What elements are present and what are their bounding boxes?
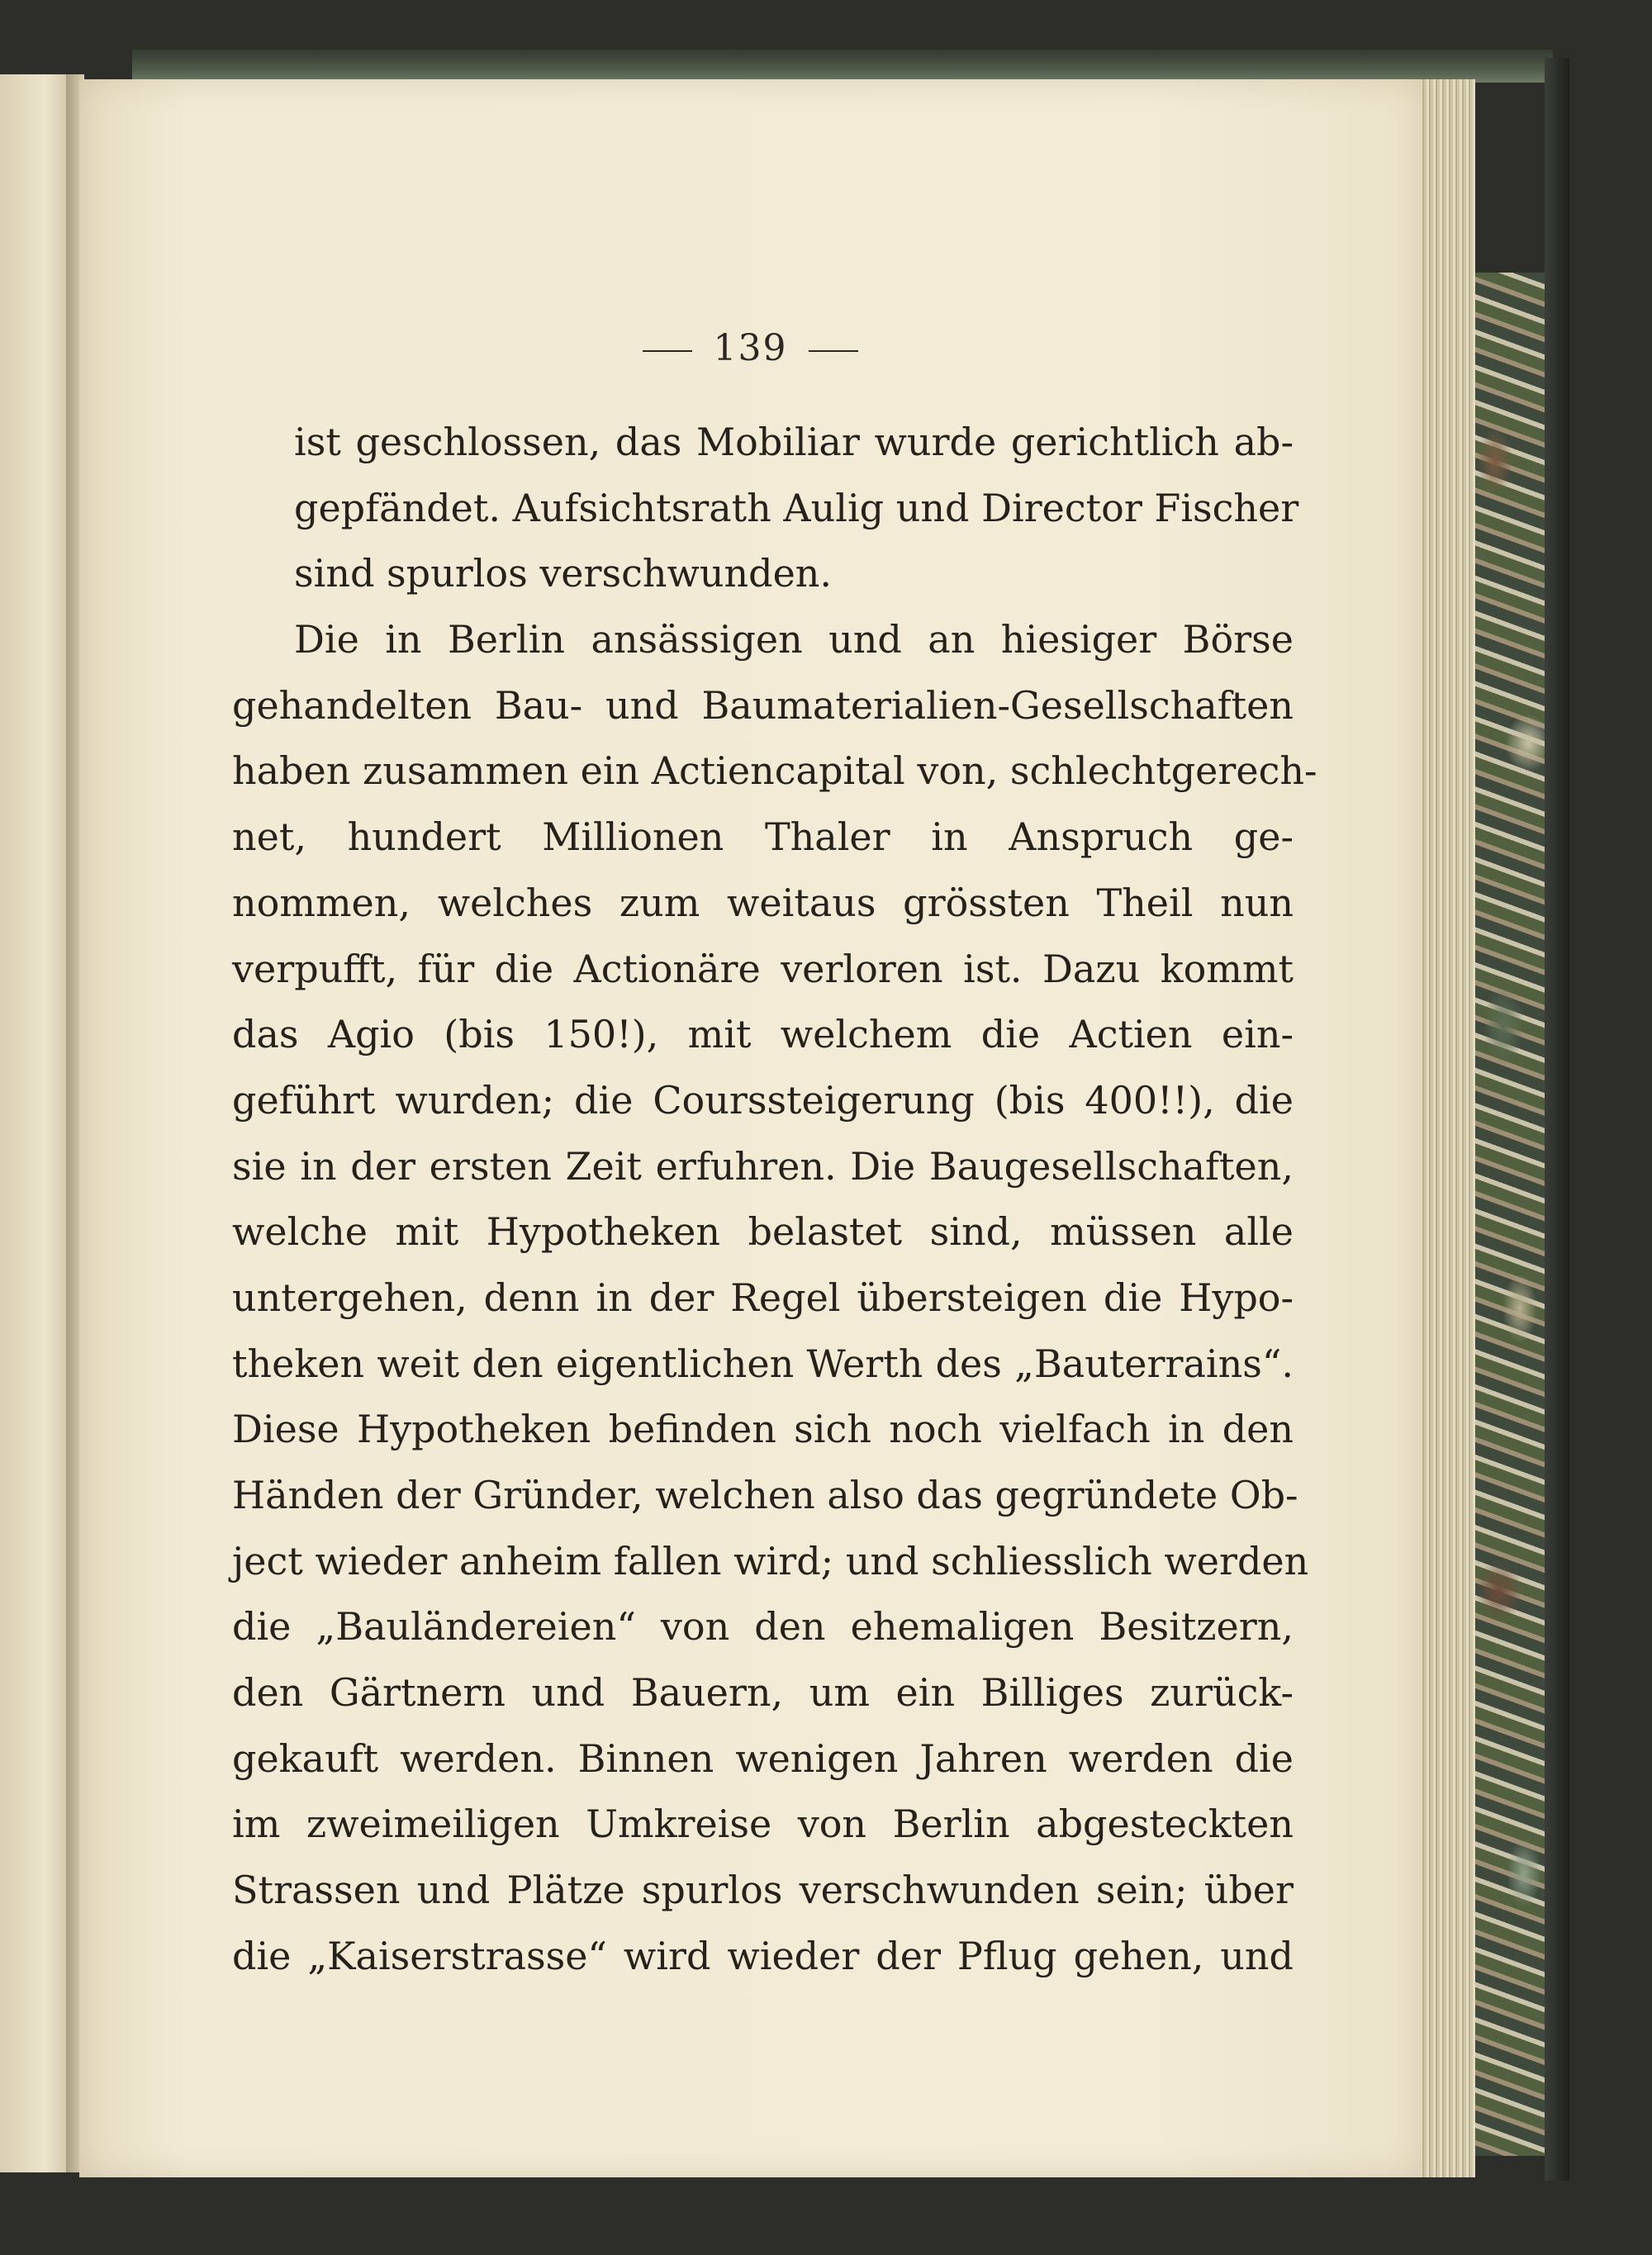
text-line: verpufft, für die Actionäre verloren ist. Dazu kommt xyxy=(232,946,1294,991)
cover-edge xyxy=(1545,58,1569,2181)
text-line: untergehen, denn in der Regel übersteigen die Hypo- xyxy=(232,1275,1294,1320)
text-line: die „Bauländereien“ von den ehemaligen Besitzern, xyxy=(232,1604,1294,1650)
text-line: geführt wurden; die Courssteigerung (bis 400!!), die xyxy=(232,1077,1294,1123)
facing-page-edge xyxy=(0,74,76,2172)
text-line: die „Kaiserstrasse“ wird wieder der Pflug gehen, und xyxy=(232,1933,1294,1978)
text-line: den Gärtnern und Bauern, um ein Billiges zurück- xyxy=(232,1670,1294,1716)
text-line: sind spurlos verschwunden. xyxy=(294,551,833,596)
text-line: das Agio (bis 150!), mit welchem die Actien ein- xyxy=(232,1012,1294,1057)
text-line: gepfändet. Aufsichtsrath Aulig und Director Fischer xyxy=(294,485,1299,530)
text-line: ject wieder anheim fallen wird; und schliesslich werden xyxy=(232,1538,1309,1583)
binding-top xyxy=(132,50,1553,83)
text-line: Strassen und Plätze spurlos verschwunden sein; über xyxy=(232,1868,1294,1913)
text-line: Diese Hypotheken befinden sich noch vielfach in den xyxy=(232,1407,1294,1452)
text-line: gekauft werden. Binnen wenigen Jahren werden die xyxy=(232,1735,1294,1781)
text-line: Die in Berlin ansässigen und an hiesiger Börse xyxy=(294,617,1294,662)
text-line: im zweimeiligen Umkreise von Berlin abgesteckten xyxy=(232,1802,1294,1847)
header-dash-right xyxy=(809,350,858,352)
text-line: Händen der Gründer, welchen also das gegründete Ob- xyxy=(232,1473,1298,1517)
text-line: nommen, welches zum weitaus grössten Theil nun xyxy=(232,880,1294,925)
text-line: gehandelten Bau- und Baumaterialien-Gesellschaften xyxy=(232,682,1294,728)
page-number: 139 xyxy=(713,327,788,369)
text-line: ist geschlossen, das Mobiliar wurde gerichtlich ab- xyxy=(294,420,1294,464)
text-line: haben zusammen ein Actiencapital von, schlechtgerech- xyxy=(232,748,1317,794)
text-line: net, hundert Millionen Thaler in Anspruch ge- xyxy=(232,814,1294,860)
page-header xyxy=(79,327,1422,369)
text-line: sie in der ersten Zeit erfuhren. Die Baugesellschaften, xyxy=(232,1143,1294,1189)
book-page xyxy=(79,79,1422,2177)
text-line: theken weit den eigentlichen Werth des „Bauterrains“. xyxy=(232,1341,1294,1386)
page-stack-edge xyxy=(1417,79,1475,2177)
body-text xyxy=(232,410,1317,1990)
marbled-board xyxy=(1470,273,1553,2156)
header-dash-left xyxy=(643,350,692,352)
text-line: welche mit Hypotheken belastet sind, müssen alle xyxy=(232,1209,1294,1255)
